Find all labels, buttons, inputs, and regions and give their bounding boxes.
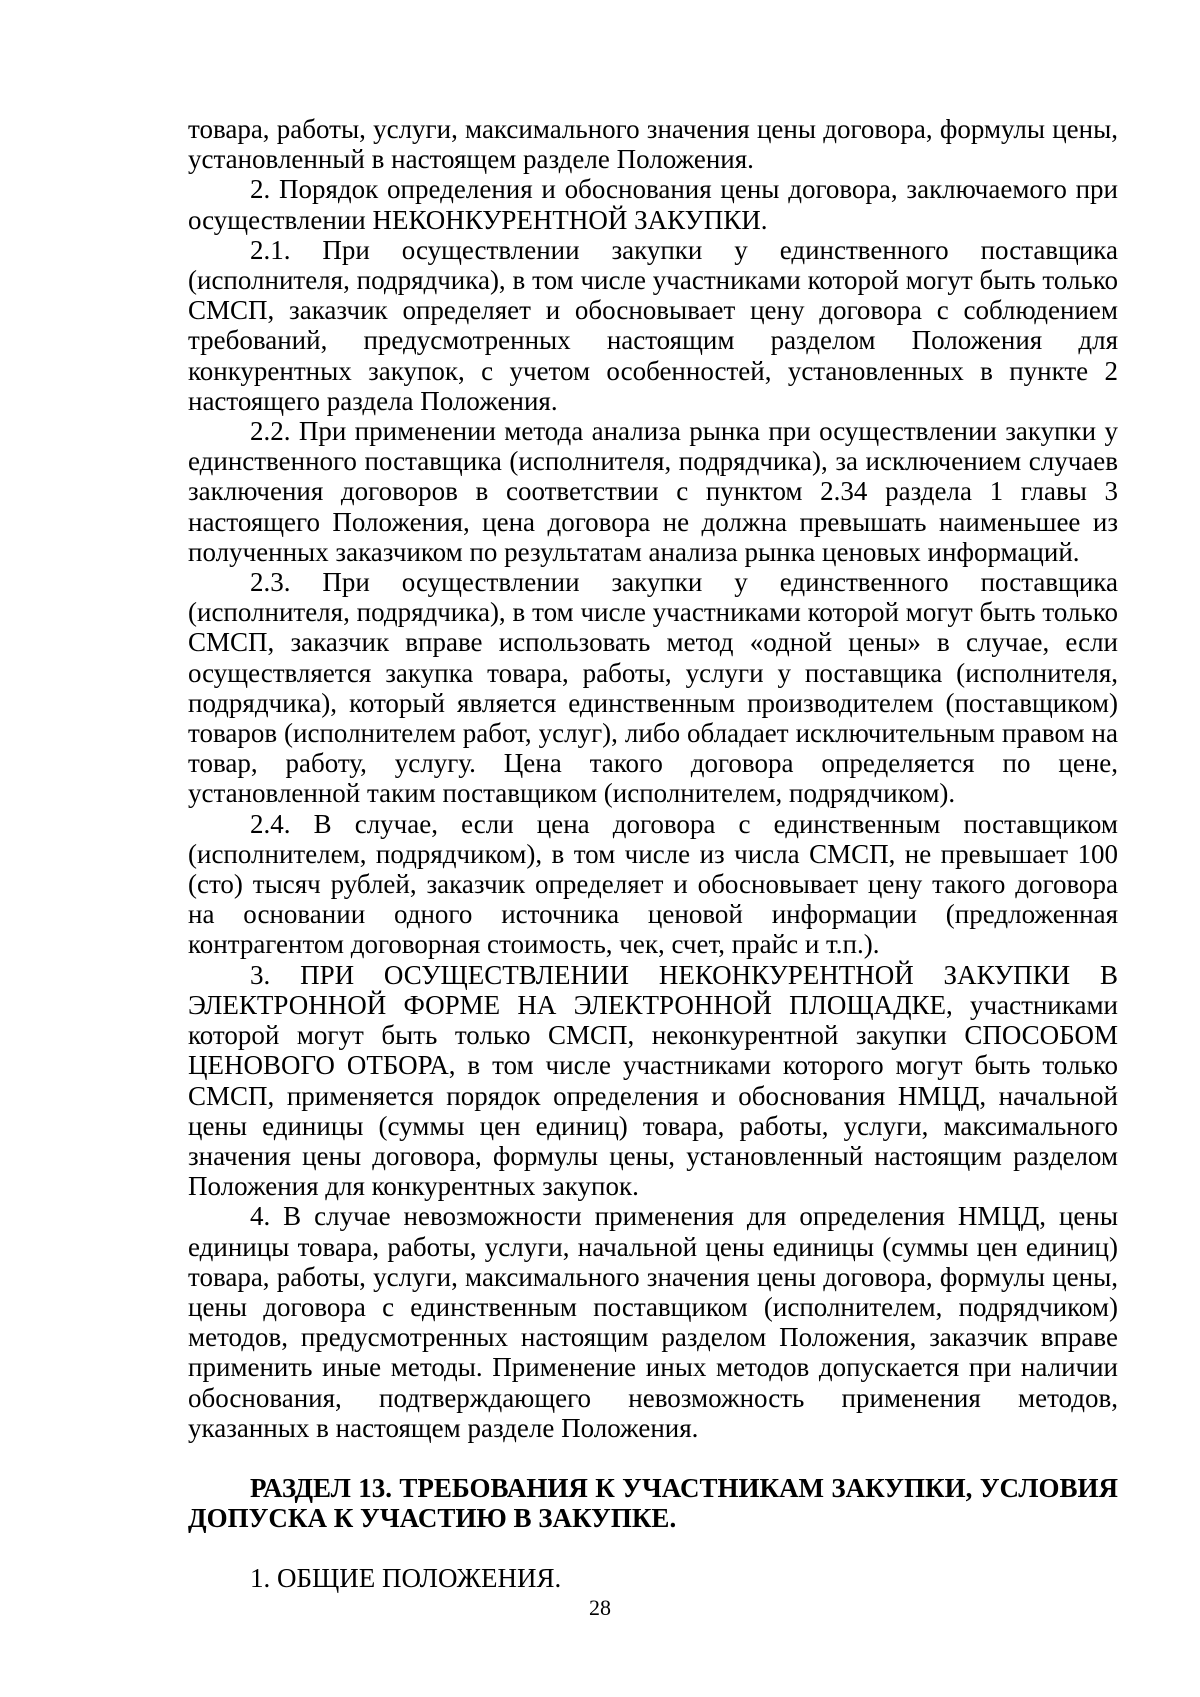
paragraph-3: 3. ПРИ ОСУЩЕСТВЛЕНИИ НЕКОНКУРЕНТНОЙ ЗАКУПКИ В ЭЛЕКТРОННОЙ ФОРМЕ НА ЭЛЕКТРОННОЙ ПЛОЩАДКЕ, участниками которой могут быть только СМСП, неконкурентной закупки СПОСОБОМ ЦЕНОВОГО ОТБОРА, в том числе участниками которого могут быть только СМСП, применяется порядок определения и обоснования НМЦД, начальной цены единицы (суммы цен единиц) товара, работы, услуги, максимального значения цены договора, формулы цены, установленный настоящим разделом Положения для конкурентных закупок. bbox=[188, 959, 1118, 1202]
document-page bbox=[188, 114, 1118, 1594]
paragraph-2-4: 2.4. В случае, если цена договора с единственным поставщиком (исполнителем, подрядчиком), в том числе из числа СМСП, не превышает 100 (сто) тысяч рублей, заказчик определяет и обосновывает цену такого договора на основании одного источника ценовой информации (предложенная контрагентом договорная стоимость, чек, счет, прайс и т.п.). bbox=[188, 808, 1118, 960]
paragraph-2-2: 2.2. При применении метода анализа рынка при осуществлении закупки у единственного поставщика (исполнителя, подрядчика), за исключением случаев заключения договоров в соответствии с пунктом 2.34 раздела 1 главы 3 настоящего Положения, цена договора не должна превышать наименьшее из полученных заказчиком по результатам анализа рынка ценовых информаций. bbox=[188, 416, 1118, 567]
paragraph-continuation: товара, работы, услуги, максимального значения цены договора, формулы цены, установленный в настоящем разделе Положения. bbox=[188, 114, 1118, 175]
paragraph-2: 2. Порядок определения и обоснования цены договора, заключаемого при осуществлении НЕКОНКУРЕНТНОЙ ЗАКУПКИ. bbox=[188, 174, 1118, 235]
paragraph-4: 4. В случае невозможности применения для определения НМЦД, цены единицы товара, работы, услуги, начальной цены единицы (суммы цен единиц) товара, работы, услуги, максимального значения цены договора, формулы цены, цены договора с единственным поставщиком (исполнителем, подрядчиком) методов, предусмотренных настоящим разделом Положения, заказчик вправе применить иные методы. Применение иных методов допускается при наличии обоснования, подтверждающего невозможность применения методов, указанных в настоящем разделе Положения. bbox=[188, 1201, 1118, 1443]
page-number: 28 bbox=[589, 1595, 611, 1620]
paragraph-2-1: 2.1. При осуществлении закупки у единственного поставщика (исполнителя, подрядчика), в том числе участниками которой могут быть только СМСП, заказчик определяет и обосновывает цену договора с соблюдением требований, предусмотренных настоящим разделом Положения для конкурентных закупок, с учетом особенностей, установленных в пункте 2 настоящего раздела Положения. bbox=[188, 234, 1118, 416]
subsection-heading: 1. ОБЩИЕ ПОЛОЖЕНИЯ. bbox=[250, 1563, 562, 1594]
section-heading: РАЗДЕЛ 13. ТРЕБОВАНИЯ К УЧАСТНИКАМ ЗАКУПКИ, УСЛОВИЯ ДОПУСКА К УЧАСТИЮ В ЗАКУПКЕ. bbox=[188, 1472, 1118, 1534]
paragraph-2-3: 2.3. При осуществлении закупки у единственного поставщика (исполнителя, подрядчика), в том числе участниками которой могут быть только СМСП, заказчик вправе использовать метод «одной цены» в случае, если осуществляется закупка товара, работы, услуги у поставщика (исполнителя, подрядчика), который является единственным производителем (поставщиком) товаров (исполнителем работ, услуг), либо обладает исключительным правом на товар, работу, услугу. Цена такого договора определяется по цене, установленной таким поставщиком (исполнителем, подрядчиком). bbox=[188, 567, 1118, 809]
